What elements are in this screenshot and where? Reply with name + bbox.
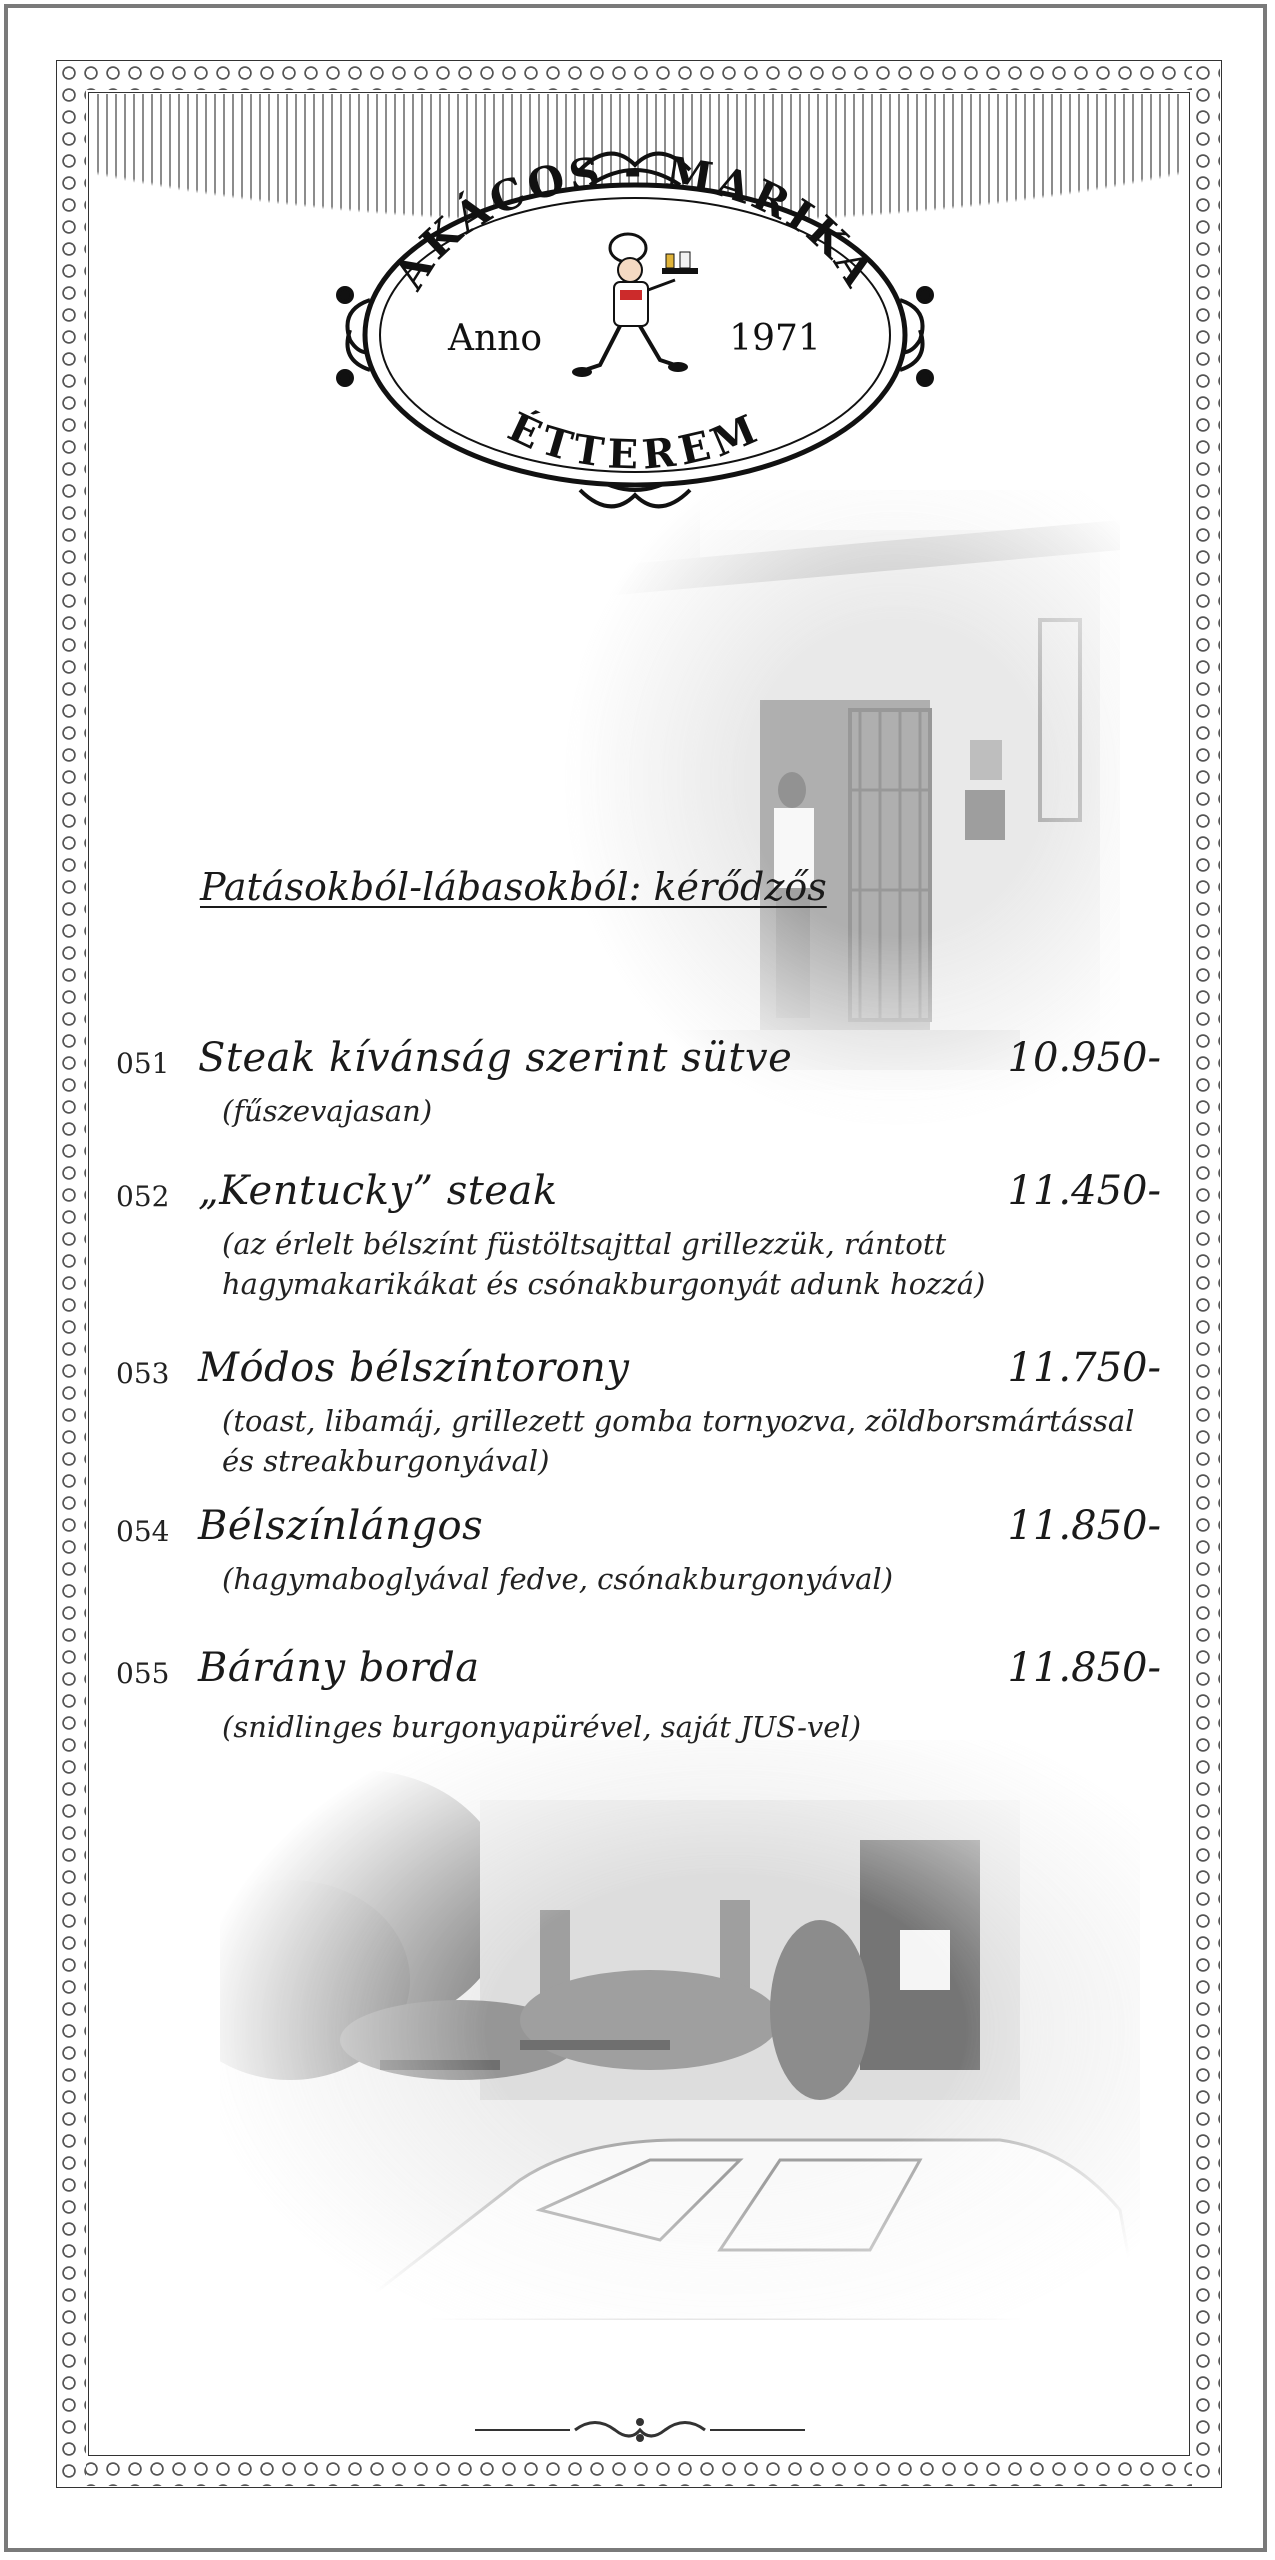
item-number: 053 — [116, 1357, 170, 1390]
item-price: 10.950- — [1007, 1035, 1161, 1081]
item-description — [222, 1707, 1102, 1747]
item-name: Steak kívánság szerint sütve — [198, 1035, 793, 1081]
item-description-line: (hagymaboglyával fedve, csónakburgonyával) — [222, 1562, 894, 1596]
item-number: 051 — [116, 1047, 170, 1080]
item-price: 11.750- — [1007, 1345, 1161, 1391]
logo-year: 1971 — [729, 318, 821, 359]
building-photo — [560, 490, 1120, 1130]
item-name: Módos bélszíntorony — [198, 1345, 630, 1391]
item-description-line: (az érlelt bélszínt füstöltsajttal grillezzük, rántott — [222, 1227, 947, 1261]
item-description-line: és streakburgonyával) — [222, 1444, 550, 1478]
item-name: „Kentucky” steak — [198, 1168, 558, 1214]
item-description — [222, 1091, 1102, 1131]
item-name: Bárány borda — [198, 1645, 480, 1691]
item-number: 052 — [116, 1180, 170, 1213]
item-name: Bélszínlángos — [198, 1503, 484, 1549]
item-price: 11.850- — [1007, 1503, 1161, 1549]
logo-name-arc: AKÁCOS - MARIKA — [384, 145, 886, 298]
item-description — [222, 1401, 1135, 1481]
item-price: 11.850- — [1007, 1645, 1161, 1691]
logo-subtitle-arc: ÉTTEREM — [501, 403, 769, 479]
footer-ornament — [470, 2410, 810, 2450]
item-description-line: hagymakarikákat és csónakburgonyát adunk hozzá) — [222, 1267, 986, 1301]
item-price: 11.450- — [1007, 1168, 1161, 1214]
item-number: 055 — [116, 1657, 170, 1690]
section-title: Patásokból-lábasokból: kérődzős — [200, 865, 827, 909]
item-description — [222, 1224, 1102, 1304]
item-description-line: (toast, libamáj, grillezett gomba tornyozva, zöldborsmártással — [222, 1404, 1135, 1438]
logo-anno: Anno — [447, 318, 543, 359]
item-description-line: (fűszevajasan) — [222, 1094, 433, 1128]
item-description-line: (snidlinges burgonyapürével, saját JUS-vel) — [222, 1710, 862, 1744]
item-description — [222, 1559, 1102, 1599]
restaurant-logo — [330, 140, 940, 520]
terrace-photo — [220, 1740, 1140, 2320]
item-number: 054 — [116, 1515, 170, 1548]
